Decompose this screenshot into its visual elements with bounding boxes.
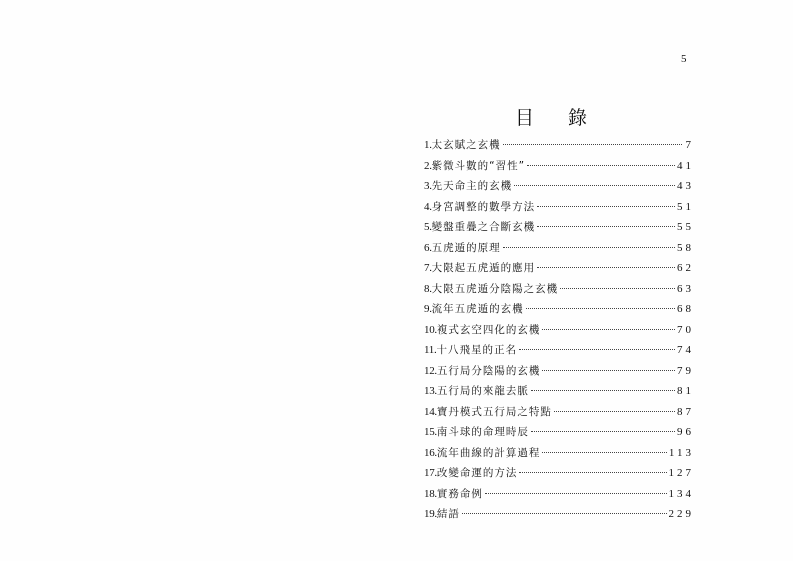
- toc-entry-title: 五虎遁的原理: [431, 241, 501, 254]
- toc-entry: [424, 320, 694, 341]
- toc-entry-title: 南斗球的命理時辰: [436, 426, 529, 438]
- toc-entry: [424, 443, 694, 464]
- toc-dot-leader: [537, 226, 675, 227]
- toc-entry-number: 19.: [424, 508, 437, 520]
- toc-entry-number: 14.: [424, 405, 437, 418]
- toc-entry-title: 大限起五虎遁的應用: [431, 262, 536, 274]
- toc-entry-number: 5.: [424, 221, 432, 233]
- toc-entry: [424, 361, 694, 382]
- toc-entry: [424, 238, 694, 259]
- toc-dot-leader: [560, 288, 675, 289]
- toc-entry-number: 17.: [424, 467, 437, 479]
- toc-dot-leader: [537, 206, 675, 207]
- toc-dot-leader: [503, 247, 675, 248]
- toc-entry-page: 68: [677, 303, 694, 315]
- toc-entry: [424, 381, 694, 402]
- toc-entry-page: 62: [677, 262, 694, 274]
- toc-entry-page: 74: [677, 344, 694, 356]
- toc-entry-number: 11.: [424, 344, 437, 356]
- toc-list: [424, 135, 694, 525]
- toc-entry: [424, 176, 694, 197]
- toc-entry-number: 1.: [424, 139, 432, 151]
- toc-entry-page: 79: [677, 364, 694, 377]
- toc-entry: [424, 402, 694, 423]
- toc-entry-number: 16.: [424, 446, 437, 459]
- toc-entry-page: 55: [677, 221, 694, 233]
- toc-entry-number: 7.: [424, 262, 432, 274]
- toc-entry-title: 流年曲線的計算過程: [436, 446, 541, 459]
- toc-entry: [424, 197, 694, 218]
- toc-entry-page: 63: [677, 282, 694, 295]
- toc-entry-title: 身宮調整的數學方法: [431, 200, 536, 213]
- toc-entry: [424, 504, 694, 525]
- toc-entry-page: 43: [677, 180, 694, 192]
- toc-entry: [424, 484, 694, 505]
- toc-entry-number: 2.: [424, 159, 432, 172]
- toc-entry-title: 寶丹模式五行局之特點: [436, 405, 552, 418]
- toc-entry-number: 12.: [424, 364, 437, 377]
- toc-entry-number: 13.: [424, 385, 437, 397]
- toc-entry-page: 229: [668, 508, 694, 520]
- toc-entry: [424, 299, 694, 320]
- toc-entry: [424, 463, 694, 484]
- toc-entry-title: 先天命主的玄機: [431, 180, 513, 192]
- toc-entry-title: 複式玄空四化的玄機: [436, 323, 541, 336]
- toc-dot-leader: [514, 185, 675, 186]
- toc-dot-leader: [531, 390, 675, 391]
- toc-dot-leader: [519, 472, 666, 473]
- toc-dot-leader: [527, 165, 675, 166]
- toc-entry-number: 9.: [424, 303, 432, 315]
- toc-entry: [424, 156, 694, 177]
- toc-entry: [424, 258, 694, 279]
- toc-entry-title: 結語: [436, 508, 460, 520]
- toc-entry-page: 51: [677, 200, 694, 213]
- page-number: 5: [681, 53, 687, 65]
- toc-dot-leader: [537, 267, 675, 268]
- toc-entry-page: 134: [668, 487, 694, 500]
- toc-entry-title: 五行局的來龍去脈: [436, 385, 529, 397]
- toc-entry: [424, 135, 694, 156]
- toc-entry-number: 15.: [424, 426, 437, 438]
- toc-entry-title: 大限五虎遁分陰陽之玄機: [431, 282, 559, 295]
- toc-entry-title: 五行局分陰陽的玄機: [436, 364, 541, 377]
- toc-entry-number: 10.: [424, 323, 437, 336]
- toc-entry-title: 太玄賦之玄機: [431, 139, 501, 151]
- toc-entry-page: 87: [677, 405, 694, 418]
- toc-entry-title: 流年五虎遁的玄機: [431, 303, 524, 315]
- toc-entry-page: 70: [677, 323, 694, 336]
- toc-dot-leader: [462, 513, 667, 514]
- toc-entry-page: 113: [668, 446, 694, 459]
- toc-entry-title: 變盤重疊之合斷玄機: [431, 221, 536, 233]
- toc-dot-leader: [554, 411, 675, 412]
- toc-entry-page: 127: [668, 467, 694, 479]
- toc-title: 目 錄: [515, 106, 602, 129]
- toc-dot-leader: [542, 452, 667, 453]
- toc-entry-number: 18.: [424, 487, 437, 500]
- toc-dot-leader: [485, 493, 667, 494]
- toc-entry: [424, 340, 694, 361]
- toc-dot-leader: [519, 349, 675, 350]
- toc-entry-number: 8.: [424, 282, 432, 295]
- toc-dot-leader: [542, 329, 675, 330]
- toc-entry-title: 實務命例: [436, 487, 483, 500]
- toc-entry-number: 4.: [424, 200, 432, 213]
- toc-entry-page: 81: [677, 385, 694, 397]
- toc-dot-leader: [526, 308, 675, 309]
- toc-entry: [424, 422, 694, 443]
- toc-entry: [424, 279, 694, 300]
- toc-entry-page: 41: [677, 159, 694, 172]
- toc-entry-title: 改變命運的方法: [436, 467, 518, 479]
- toc-entry-page: 96: [677, 426, 694, 438]
- toc-entry-title: 紫微斗數的“習性”: [431, 159, 526, 172]
- toc-entry-number: 6.: [424, 241, 432, 254]
- toc-entry-page: 7: [685, 139, 694, 151]
- toc-dot-leader: [503, 144, 682, 145]
- toc-entry-page: 58: [677, 241, 694, 254]
- toc-entry-title: 十八飛星的正名: [436, 344, 517, 356]
- toc-dot-leader: [531, 431, 675, 432]
- toc-entry-number: 3.: [424, 180, 432, 192]
- toc-dot-leader: [542, 370, 675, 371]
- toc-entry: [424, 217, 694, 238]
